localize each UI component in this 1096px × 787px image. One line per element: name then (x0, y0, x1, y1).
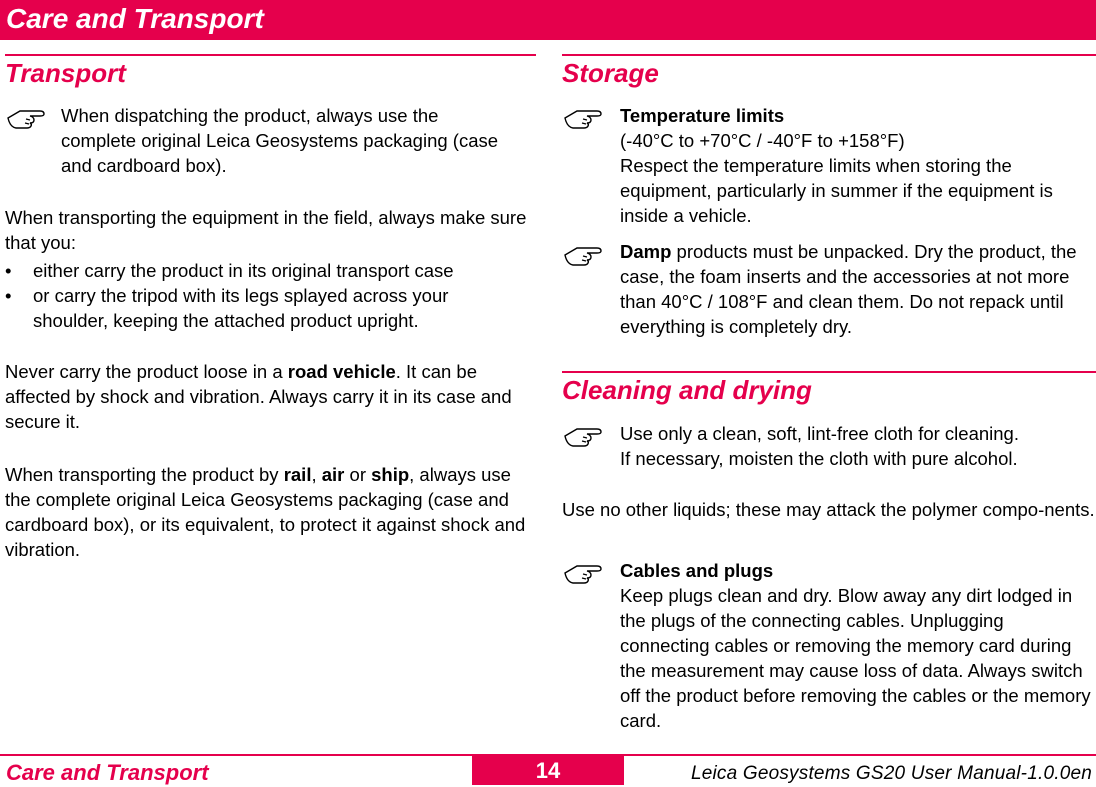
para3-sep2: or (344, 464, 372, 485)
cleaning-para1 (562, 497, 1095, 522)
page-number: 14 (472, 756, 624, 785)
cleaning-note2 (620, 558, 1094, 733)
transport-note-text: When dispatching the product, always use the complete original Leica Geosystems packaging (case and cardboard box). (61, 105, 499, 176)
cleaning-note1-line2: If necessary, moisten the cloth with pure alcohol. (620, 448, 1018, 469)
cleaning-note2-text: Keep plugs clean and dry. Blow away any dirt lodged in the plugs of the connecting cables. Unplugging connecting cables or removing the memory card during the measurement may cause loss of data. Always switch off the product before removing the cables or the memory card. (620, 585, 1091, 731)
para3-text-a: When transporting the product by (5, 464, 284, 485)
para3-air: air (321, 464, 345, 485)
storage-note2-text: products must be unpacked. Dry the product, the case, the foam inserts and the accessories at not more than 40°C / 108°F and clean them. Do not repack until everything is completely dry. (620, 241, 1077, 337)
pointing-hand-icon (6, 107, 50, 129)
pointing-hand-icon (563, 107, 607, 129)
pointing-hand-icon (563, 425, 607, 447)
section-rule (562, 371, 1096, 373)
storage-note1-line2: Respect the temperature limits when storing the equipment, particularly in summer if the equipment is inside a vehicle. (620, 155, 1053, 226)
pointing-hand-icon (563, 562, 607, 584)
para2-bold: road vehicle (287, 361, 396, 382)
transport-heading: Transport (5, 58, 126, 88)
para2-text-c: . It can be affected by shock and vibration. Always carry it in its case and secure it. (5, 361, 512, 432)
transport-bullets (5, 258, 515, 333)
bullet-text: or carry the tripod with its legs splayed across your shoulder, keeping the attached product upright. (33, 285, 449, 331)
transport-para2 (5, 359, 537, 434)
storage-note1-line1: (-40°C to +70°C / -40°F to +158°F) (620, 130, 905, 151)
storage-note2-bold: Damp (620, 241, 672, 262)
para3-text-b: , always use the complete original Leica Geosystems packaging (case and cardboard box), or its equivalent, to protect it against shock and vibration. (5, 464, 526, 560)
para3-rail: rail (283, 464, 312, 485)
transport-para1 (5, 205, 537, 255)
footer-manual-title: Leica Geosystems GS20 User Manual-1.0.0en (690, 763, 1092, 784)
bullet-dot: • (5, 260, 12, 281)
footer-chapter: Care and Transport (6, 760, 209, 785)
transport-para3 (5, 462, 537, 562)
cleaning-note1 (620, 421, 1094, 471)
storage-note1-title: Temperature limits (620, 105, 785, 126)
transport-para1-text: When transporting the equipment in the field, always make sure that you: (5, 207, 527, 253)
cleaning-note2-title: Cables and plugs (620, 560, 774, 581)
list-item (5, 258, 515, 283)
para2-text-a: Never carry the product loose in a (5, 361, 288, 382)
cleaning-note1-line1: Use only a clean, soft, lint-free cloth for cleaning. (620, 423, 1019, 444)
bullet-text: either carry the product in its original transport case (33, 260, 454, 281)
section-rule (562, 54, 1096, 56)
storage-note1 (620, 103, 1094, 228)
cleaning-para1-text: Use no other liquids; these may attack the polymer compo-nents. (562, 499, 1095, 520)
pointing-hand-icon (563, 244, 607, 266)
para3-ship: ship (371, 464, 410, 485)
transport-note (61, 103, 501, 178)
storage-heading: Storage (562, 58, 659, 88)
list-item (5, 283, 515, 333)
cleaning-heading: Cleaning and drying (562, 375, 812, 405)
para3-sep1: , (311, 464, 322, 485)
page-title: Care and Transport (6, 3, 264, 34)
section-rule (5, 54, 536, 56)
storage-note2 (620, 239, 1094, 339)
bullet-dot: • (5, 285, 12, 306)
